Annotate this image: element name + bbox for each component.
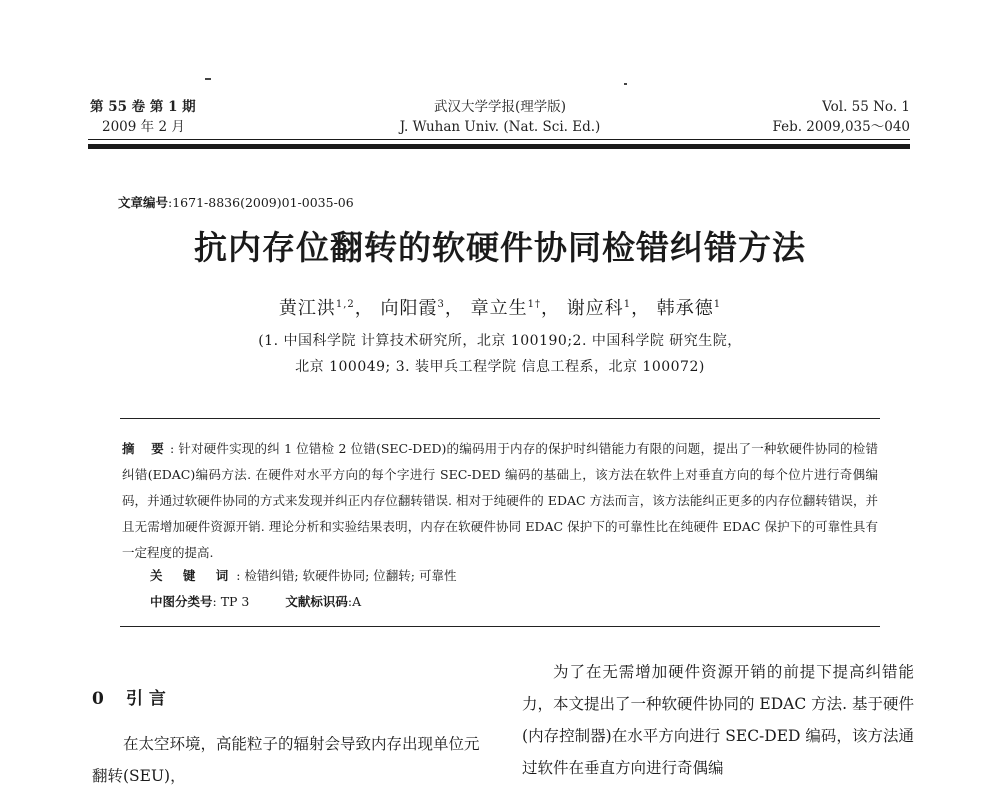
header-right [772, 97, 910, 137]
issue-date: 2009 年 2 月 [102, 119, 185, 135]
clc-value: : TP 3 [212, 594, 250, 609]
volume-issue: 第 55 卷 第 1 期 [90, 99, 196, 115]
header-rule-thick [88, 144, 910, 149]
doc-code-value: :A [347, 594, 362, 609]
affiliation-line-2: 北京 100049; 3. 装甲兵工程学院 信息工程系，北京 100072) [295, 359, 705, 375]
doc-code-label: 文献标识码 [285, 594, 348, 609]
author-list [0, 294, 1000, 320]
abstract-rule-top [120, 418, 880, 419]
article-number [118, 193, 354, 211]
journal-name-cn: 武汉大学学报(理学版) [433, 99, 567, 115]
section-heading [92, 684, 166, 709]
scan-speck [624, 83, 627, 85]
section-number: 0 [92, 689, 104, 709]
scan-speck [205, 78, 211, 80]
page-range: Feb. 2009,035～040 [772, 119, 910, 135]
abstract-text: : 针对硬件实现的纠 1 位错检 2 位错(SEC-DED)的编码用于内存的保护时纠错能力有限的问题，提出了一种软硬件协同的检错纠错(EDAC)编码方法. 在硬件对水平方向的每个字进行 SEC-DED 编码的基础上，该方法在软件上对垂直方向的每个位片进行奇偶编码，并通过软硬件协同的方式来发现并纠正内存位翻转错误. 相对于纯硬件的 EDAC 方法而言，该方法能纠正更多的内存位翻转错误，并且无需增加硬件资源开销. 理论分析和实验结果表明，内存在软硬件协同 EDAC 保护下的可靠性比在纯硬件 EDAC 保护下的可靠性具有一定程度的提高. [122, 441, 879, 560]
author: 谢应科$^1$， [566, 298, 651, 319]
abstract-label: 摘 要 [122, 441, 170, 456]
paper-title: 抗内存位翻转的软硬件协同检错纠错方法 [194, 228, 806, 267]
keywords-text: : 检错纠错; 软硬件协同; 位翻转; 可靠性 [236, 568, 457, 583]
author: 黄江洪$^{1,2}$， [278, 298, 374, 319]
abstract-rule-bottom [120, 626, 880, 627]
body-column-right: 为了在无需增加硬件资源开销的前提下提高纠错能力，本文提出了一种软硬件协同的 EDAC 方法. 基于硬件(内存控制器)在水平方向进行 SEC-DED 编码，该方法通过软件在垂直方向进行奇偶编 [522, 663, 915, 777]
clc-label: 中图分类号 [150, 594, 213, 609]
article-number-label: 文章编号 [118, 195, 169, 210]
abstract [122, 436, 878, 566]
section-title: 引 言 [126, 689, 166, 709]
keywords [150, 566, 456, 584]
author: 章立生$^{1\dagger}$， [470, 298, 560, 319]
journal-name-en: J. Wuhan Univ. (Nat. Sci. Ed.) [399, 119, 601, 135]
author: 韩承德$^1$ [656, 298, 722, 319]
body-column-left: 在太空环境，高能粒子的辐射会导致内存出现单位元翻转(SEU)， [92, 735, 480, 785]
article-number-value: :1671-8836(2009)01-0035-06 [168, 195, 354, 210]
affiliation-line-1: (1. 中国科学院 计算技术研究所，北京 100190;2. 中国科学院 研究生院， [258, 333, 742, 349]
classification [150, 592, 361, 610]
vol-no: Vol. 55 No. 1 [822, 99, 910, 115]
author: 向阳霞$^3$， [380, 298, 464, 319]
header-rule-thin [88, 139, 910, 140]
keywords-label: 关 键 词 [150, 568, 237, 583]
